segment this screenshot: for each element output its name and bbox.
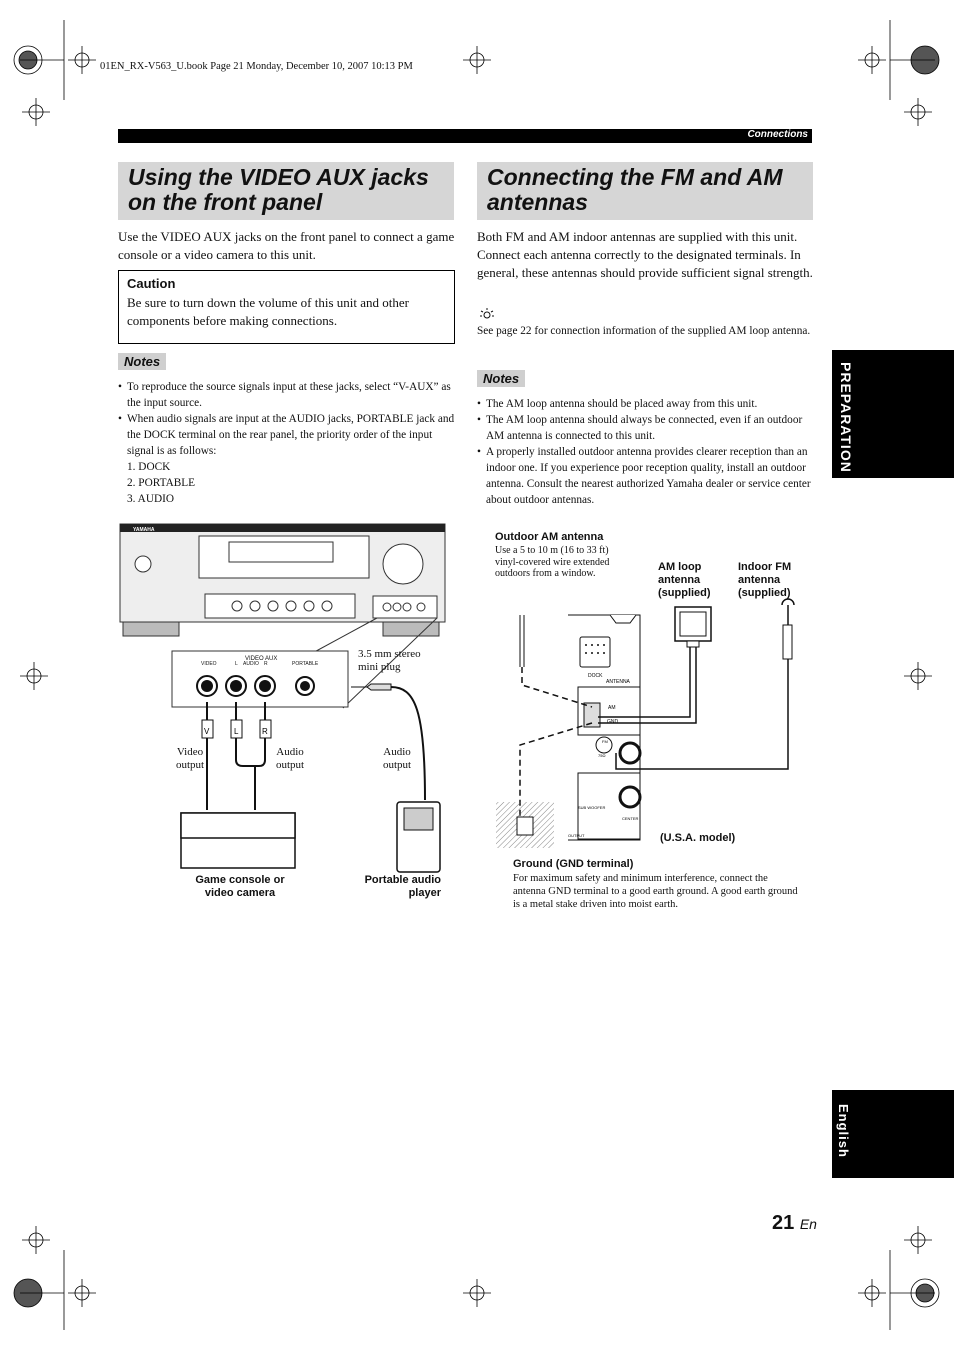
video-aux-label: VIDEO AUX xyxy=(245,656,278,662)
game-console-label: Game console or video camera xyxy=(195,874,285,899)
list-item: • The AM loop antenna should be placed away from this unit. xyxy=(477,396,815,412)
plug-letter-l: L xyxy=(234,727,239,736)
section-label: Connections xyxy=(747,129,808,140)
caution-title: Caution xyxy=(127,276,176,291)
preparation-label: PREPARATION xyxy=(838,362,854,473)
left-notes-list xyxy=(118,379,455,459)
mini-plug-label: 3.5 mm stereo mini plug xyxy=(358,648,421,673)
ground-text: For maximum safety and minimum interference, connect the antenna GND terminal to a good earth ground. A good earth ground is a metal stake driven into moist earth. xyxy=(513,873,798,910)
svg-text:AUDIO: AUDIO xyxy=(243,661,259,667)
right-title: Connecting the FM and AM antennas xyxy=(487,164,783,215)
right-title-box xyxy=(477,162,813,220)
plug-letter-r: R xyxy=(262,727,268,736)
list-item: • To reproduce the source signals input at these jacks, select “V-AUX” as the input source. xyxy=(118,379,455,411)
right-intro: Both FM and AM indoor antennas are supplied with this unit. Connect each antenna correctly to the designated terminals. In general, these antennas should provide sufficient signal strength. xyxy=(477,229,813,280)
page-number-value: 21 xyxy=(772,1212,795,1234)
outdoor-am-title: Outdoor AM antenna xyxy=(495,531,604,543)
left-intro: Use the VIDEO AUX jacks on the front panel to connect a game console or a video camera to this unit. xyxy=(118,229,455,262)
caution-box xyxy=(118,270,455,344)
svg-text:DOCK: DOCK xyxy=(588,673,603,679)
left-title: Using the VIDEO AUX jacks on the front panel xyxy=(128,164,429,215)
list-item: • When audio signals are input at the AUDIO jacks, PORTABLE jack and the DOCK terminal on the rear panel, the priority order of the input signal is as follows: xyxy=(118,411,455,459)
priority-item: 3. AUDIO xyxy=(127,493,175,505)
ground-stake xyxy=(517,817,533,835)
audio-output-label-2: Audio output xyxy=(382,746,412,771)
svg-text:SUB WOOFER: SUB WOOFER xyxy=(578,805,606,810)
list-item: • The AM loop antenna should always be connected, even if an outdoor AM antenna is connected to this unit. xyxy=(477,412,815,444)
priority-list xyxy=(127,459,195,507)
svg-text:PORTABLE: PORTABLE xyxy=(292,661,319,667)
english-tab xyxy=(832,1090,954,1178)
video-aux-diagram xyxy=(115,520,455,910)
tip-icon xyxy=(479,307,495,321)
right-notes-tag: Notes xyxy=(477,370,525,387)
tip-text: See page 22 for connection information of the supplied AM loop antenna. xyxy=(477,325,811,337)
indoor-fm-antenna xyxy=(782,599,794,625)
audio-output-label-1: Audio output xyxy=(275,746,305,771)
left-title-box xyxy=(118,162,454,220)
svg-text:AM: AM xyxy=(608,705,616,711)
right-notes-list xyxy=(477,396,815,508)
portable-player-label: Portable audio player xyxy=(364,874,441,899)
svg-text:GND: GND xyxy=(607,719,619,725)
plug-letter-v: V xyxy=(204,727,210,736)
list-item: • A properly installed outdoor antenna provides clearer reception than an indoor one. If you experience poor reception quality, install an outdoor antenna. Consult the nearest authorized Yamaha dealer or service center about outdoor antennas. xyxy=(477,444,815,508)
video-output-label: Video output xyxy=(175,746,205,771)
brand-logo: YAMAHA xyxy=(133,527,155,533)
svg-text:R: R xyxy=(264,661,268,667)
section-header-bar xyxy=(118,129,812,143)
svg-text:FM: FM xyxy=(602,739,608,744)
file-info: 01EN_RX-V563_U.book Page 21 Monday, December 10, 2007 10:13 PM xyxy=(100,61,413,72)
svg-text:CENTER: CENTER xyxy=(622,816,639,821)
preparation-tab xyxy=(832,350,954,478)
ground-title: Ground (GND terminal) xyxy=(513,858,634,870)
outdoor-am-text: Use a 5 to 10 m (16 to 33 ft) vinyl-covered wire extended outdoors from a window. xyxy=(495,545,610,579)
caution-text: Be sure to turn down the volume of this unit and other components before making connections. xyxy=(127,295,409,328)
english-label: English xyxy=(836,1104,851,1158)
page-number xyxy=(772,1212,817,1235)
antenna-diagram xyxy=(490,595,810,855)
svg-text:ANTENNA: ANTENNA xyxy=(606,679,630,685)
priority-item: 2. PORTABLE xyxy=(127,477,196,489)
am-loop-label: AM loop antenna (supplied) xyxy=(658,561,711,599)
indoor-fm-label: Indoor FM antenna (supplied) xyxy=(738,561,792,599)
left-notes-tag: Notes xyxy=(118,353,166,370)
page-number-suffix: En xyxy=(799,1216,817,1232)
svg-text:L: L xyxy=(235,661,238,667)
svg-text:VIDEO: VIDEO xyxy=(201,661,217,667)
model-label: (U.S.A. model) xyxy=(660,832,736,844)
priority-item: 1. DOCK xyxy=(127,461,171,473)
svg-text:OUTPUT: OUTPUT xyxy=(568,833,585,838)
svg-text:75Ω: 75Ω xyxy=(598,753,606,758)
